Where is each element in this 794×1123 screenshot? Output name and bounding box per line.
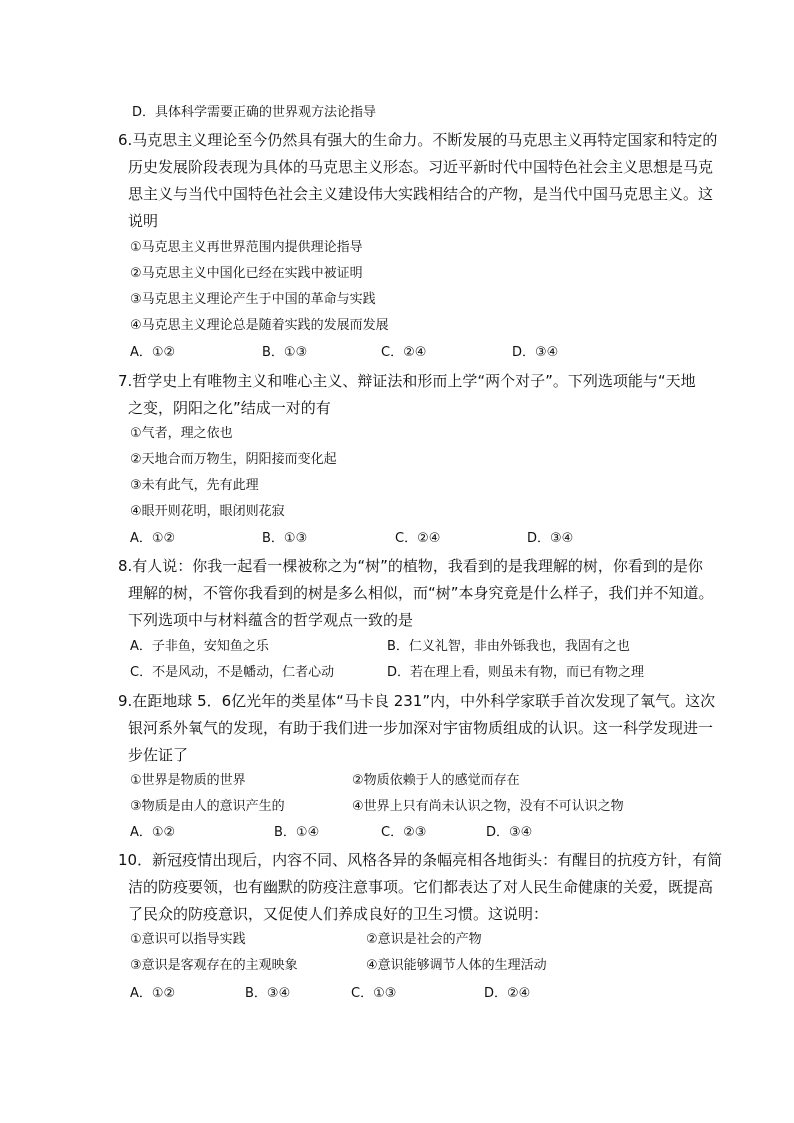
- q7-choice-c: C．②④: [395, 531, 441, 546]
- q9-item: ③物质是由人的意识产生的: [130, 799, 285, 814]
- q6-choice-c: C．②④: [381, 345, 427, 360]
- q6-item: ③马克思主义理论产生于中国的革命与实践: [130, 292, 376, 307]
- q8-stem-line: 下列选项中与材料蕴含的哲学观点一致的是: [128, 611, 414, 629]
- q10-item: ①意识可以指导实践: [130, 932, 246, 947]
- q10-choice-a: A．①②: [130, 986, 176, 1001]
- q8-stem-line: 8.有人说：你我一起看一棵被称之为“树”的植物，我看到的是我理解的树，你看到的是你: [118, 557, 703, 575]
- q8-choice-d: D．若在理上看，则虽未有物，而已有物之理: [387, 665, 645, 680]
- q10-item: ③意识是客观存在的主观映象: [130, 958, 298, 973]
- q7-choice-a: A．①②: [130, 531, 176, 546]
- q7-choice-d: D．③④: [527, 531, 574, 546]
- q6-item: ④马克思主义理论总是随着实践的发展而发展: [130, 318, 389, 333]
- q9-item: ④世界上只有尚未认识之物，没有不可认识之物: [352, 799, 624, 814]
- q9-choice-a: A．①②: [130, 825, 176, 840]
- q9-stem-line: 9.在距地球 5．6亿光年的类星体“马卡良 231”内，中外科学家联手首次发现了氧气。这次: [118, 692, 716, 710]
- q6-item: ②马克思主义中国化已经在实践中被证明: [130, 266, 363, 281]
- q10-choice-d: D．②④: [484, 986, 531, 1001]
- q5-option-d: D．具体科学需要正确的世界观方法论指导: [132, 105, 377, 120]
- q9-choice-d: D．③④: [486, 825, 533, 840]
- q6-stem-line: 历史发展阶段表现为具体的马克思主义形态。习近平新时代中国特色社会主义思想是马克: [128, 158, 714, 176]
- q6-stem-line: 6.马克思主义理论至今仍然具有强大的生命力。不断发展的马克思主义再特定国家和特定的: [118, 131, 718, 149]
- q7-item: ③未有此气，先有此理: [130, 478, 259, 493]
- q6-choice-d: D．③④: [512, 345, 559, 360]
- q8-choice-b: B．仁义礼智，非由外铄我也，我固有之也: [387, 639, 630, 654]
- q6-item: ①马克思主义再世界范围内提供理论指导: [130, 240, 363, 255]
- q9-choice-b: B．①④: [274, 825, 320, 840]
- q6-stem-line: 说明: [128, 212, 159, 230]
- q7-stem-line: 7.哲学史上有唯物主义和唯心主义、辩证法和形而上学“两个对子”。下列选项能与“天地: [118, 372, 696, 390]
- q10-stem-line: 10．新冠疫情出现后，内容不同、风格各异的条幅亮相各地街头：有醒目的抗疫方针，有简: [118, 851, 723, 869]
- q10-choice-b: B．③④: [245, 986, 291, 1001]
- q8-stem-line: 理解的树，不管你我看到的树是多么相似，而“树”本身究竟是什么样子，我们并不知道。: [128, 584, 714, 602]
- q6-choice-a: A．①②: [130, 345, 176, 360]
- q7-stem-line: 之变，阴阳之化”结成一对的有: [128, 399, 331, 417]
- q10-item: ④意识能够调节人体的生理活动: [366, 958, 547, 973]
- q9-stem-line: 步佐证了: [128, 746, 189, 764]
- q10-stem-line: 了民众的防疫意识，又促使人们养成良好的卫生习惯。这说明：: [128, 905, 549, 923]
- q7-item: ④眼开则花明，眼闭则花寂: [130, 504, 285, 519]
- q9-item: ①世界是物质的世界: [130, 773, 246, 788]
- q9-stem-line: 银河系外氧气的发现，有助于我们进一步加深对宇宙物质组成的认识。这一科学发现进一: [128, 719, 714, 737]
- q9-choice-c: C．②③: [381, 825, 427, 840]
- q6-choice-b: B．①③: [262, 345, 308, 360]
- q7-choice-b: B．①③: [262, 531, 308, 546]
- q6-stem-line: 思主义与当代中国特色社会主义建设伟大实践相结合的产物，是当代中国马克思主义。这: [128, 185, 714, 203]
- q7-item: ②天地合而万物生，阴阳接而变化起: [130, 452, 337, 467]
- q7-item: ①气者，理之依也: [130, 426, 233, 441]
- q8-choice-a: A．子非鱼，安知鱼之乐: [130, 639, 269, 654]
- q10-item: ②意识是社会的产物: [366, 932, 482, 947]
- q9-item: ②物质依赖于人的感觉而存在: [352, 773, 520, 788]
- q10-choice-c: C．①③: [351, 986, 397, 1001]
- q8-choice-c: C．不是风动，不是幡动，仁者心动: [130, 665, 335, 680]
- q10-stem-line: 洁的防疫要领，也有幽默的防疫注意事项。它们都表达了对人民生命健康的关爱，既提高: [128, 878, 714, 896]
